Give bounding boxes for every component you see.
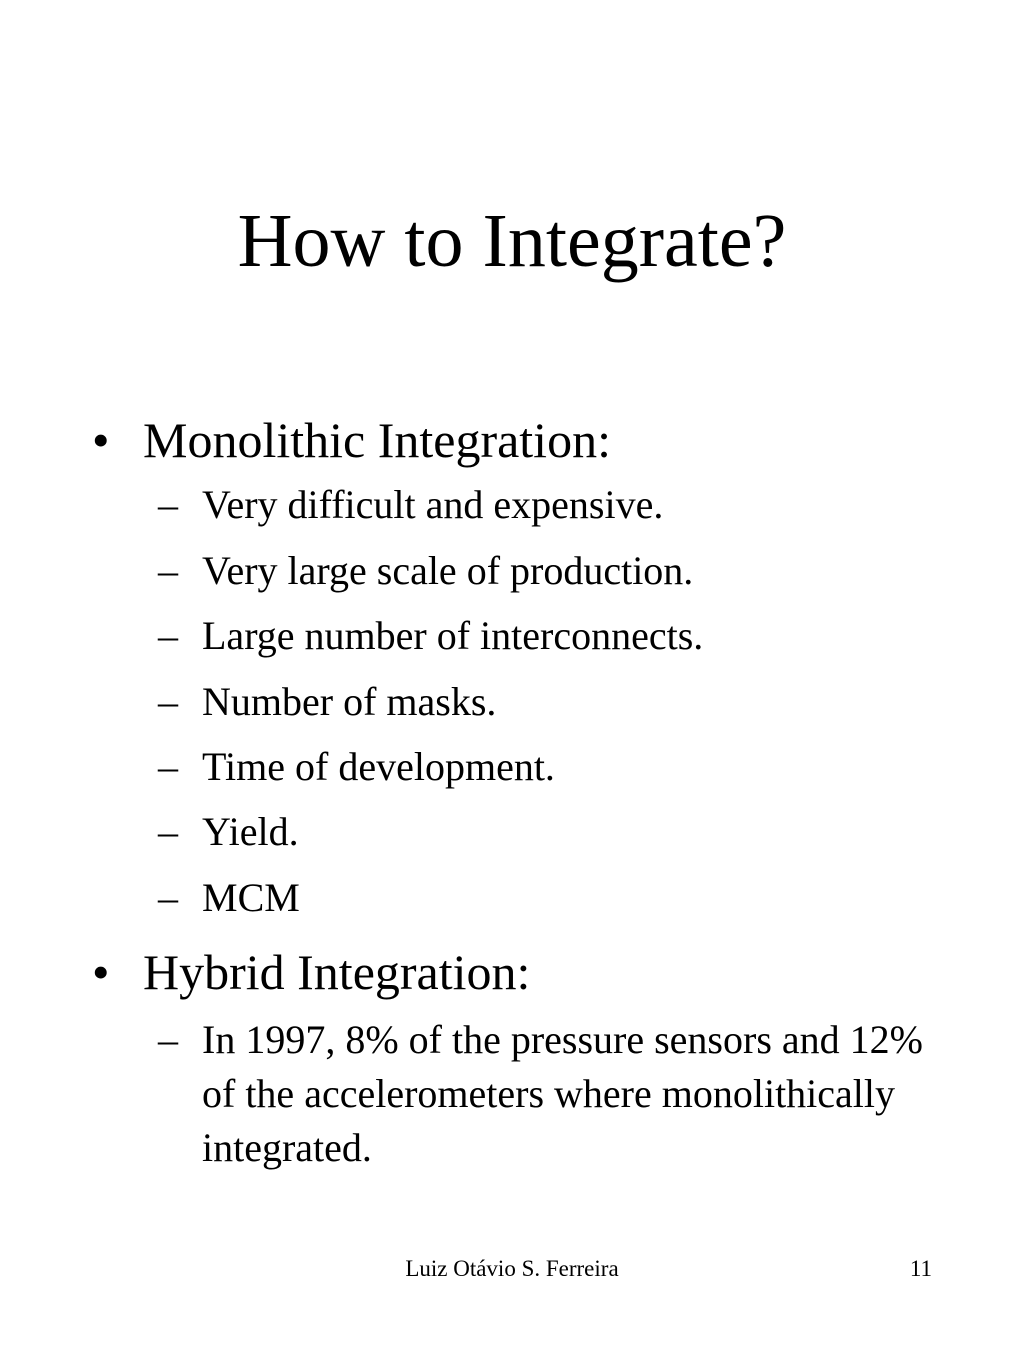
- sub-item-text: MCM: [202, 875, 300, 920]
- sub-item-text: Number of masks.: [202, 679, 497, 724]
- slide-title: How to Integrate?: [237, 199, 787, 283]
- sub-item-mark: –: [158, 679, 178, 724]
- sub-item-text: Large number of interconnects.: [202, 613, 704, 658]
- sub-item-mark: –: [158, 875, 178, 920]
- sub-item-text: Time of development.: [202, 744, 555, 789]
- sub-item-text: Very large scale of production.: [202, 548, 694, 593]
- bullet-text: Monolithic Integration:: [143, 412, 611, 468]
- sub-item-mark: –: [158, 548, 178, 593]
- bullet-text: Hybrid Integration:: [143, 944, 531, 1000]
- sub-item-mark: –: [158, 482, 178, 527]
- bullet-mark: •: [92, 412, 110, 468]
- sub-item-mark: –: [158, 1017, 178, 1062]
- sub-item-mark: –: [158, 613, 178, 658]
- bullet-mark: •: [92, 944, 110, 1000]
- sub-item-mark: –: [158, 744, 178, 789]
- footer-author: Luiz Otávio S. Ferreira: [405, 1256, 619, 1281]
- footer-page-number: 11: [909, 1256, 932, 1281]
- sub-item-text: Very difficult and expensive.: [202, 482, 664, 527]
- sub-item-text: Yield.: [202, 809, 299, 854]
- sub-item-text: In 1997, 8% of the pressure sensors and 12% of the accelerometers where monolithically integrated.: [202, 1017, 923, 1170]
- sub-item-mark: –: [158, 809, 178, 854]
